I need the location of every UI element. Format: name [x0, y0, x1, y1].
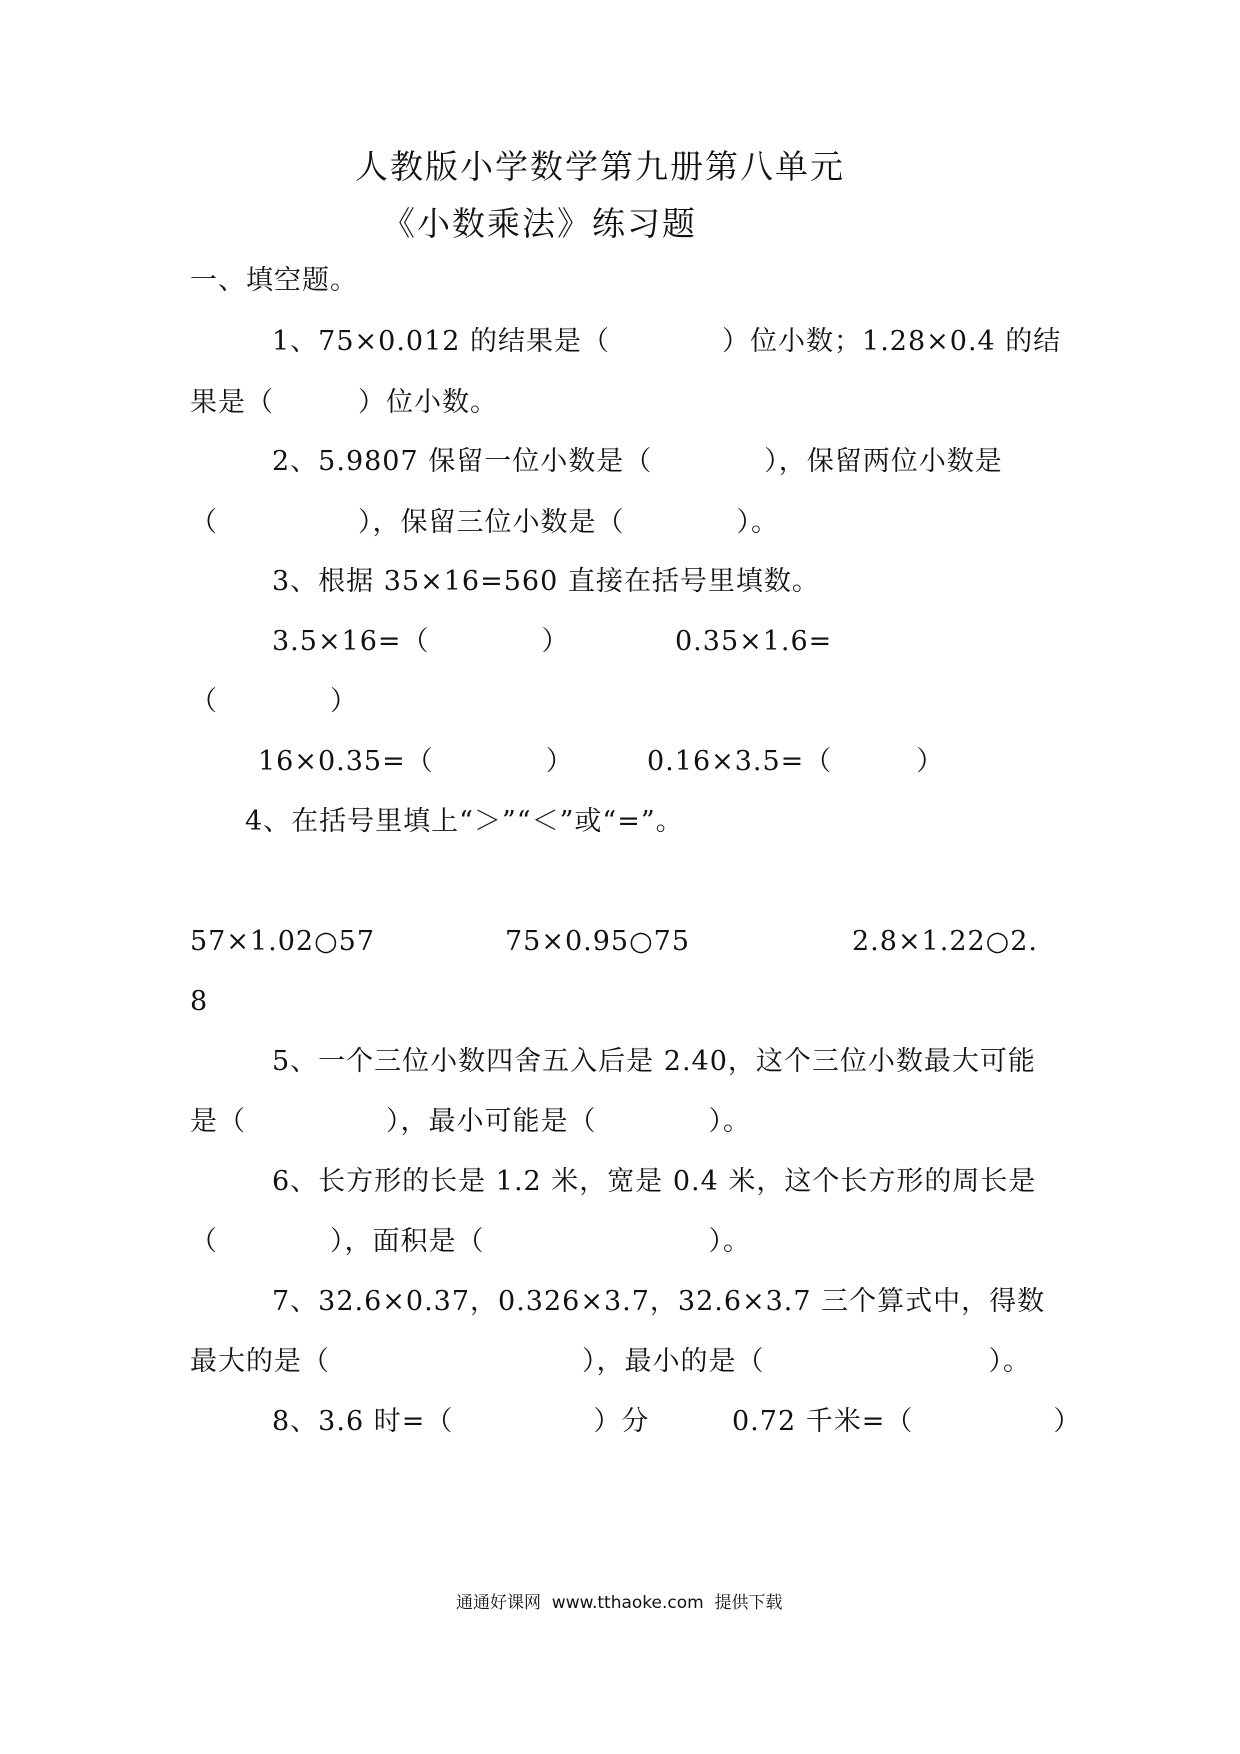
question-2-line-2: （ ），保留三位小数是（ ）。 [190, 507, 779, 538]
question-4-item-c-continued: 8 [190, 986, 209, 1017]
question-6-line-1: 6、长方形的长是 1.2 米，宽是 0.4 米，这个长方形的周长是 [272, 1166, 1037, 1197]
question-3-item-b: 0.35×1.6= [675, 626, 833, 657]
question-5-line-2: 是（ ），最小可能是（ ）。 [190, 1106, 751, 1137]
question-8-item-a: 8、3.6 时=（ ）分 [272, 1406, 650, 1437]
question-3-line-1: 3、根据 35×16=560 直接在括号里填数。 [272, 566, 820, 597]
question-4-item-a: 57×1.02○57 [190, 926, 376, 957]
question-2-line-1: 2、5.9807 保留一位小数是（ ），保留两位小数是 [272, 446, 1003, 477]
question-3-item-c: 16×0.35=（ ） [258, 746, 574, 777]
question-4-item-c: 2.8×1.22○2. [852, 926, 1038, 957]
question-5-line-1: 5、一个三位小数四舍五入后是 2.40，这个三位小数最大可能 [272, 1046, 1036, 1077]
page-subtitle: 《小数乘法》练习题 [382, 204, 697, 243]
question-8-item-b: 0.72 千米=（ ） [732, 1406, 1082, 1437]
question-4-line-1: 4、在括号里填上“＞”“＜”或“=”。 [245, 806, 684, 837]
question-1-line-2: 果是（ ）位小数。 [190, 387, 498, 418]
section-heading: 一、填空题。 [190, 265, 358, 296]
page-title: 人教版小学数学第九册第八单元 [355, 147, 845, 186]
question-3-item-b-continued: （ ） [190, 686, 358, 717]
question-7-line-2: 最大的是（ ），最小的是（ ）。 [190, 1346, 1031, 1377]
question-3-item-a: 3.5×16=（ ） [272, 626, 570, 657]
question-3-item-d: 0.16×3.5=（ ） [647, 746, 945, 777]
question-6-line-2: （ ），面积是（ ）。 [190, 1226, 751, 1257]
question-4-item-b: 75×0.95○75 [505, 926, 691, 957]
question-1-line-1: 1、75×0.012 的结果是（ ）位小数；1.28×0.4 的结 [272, 326, 1062, 357]
page-footer: 通通好课网 www.tthaoke.com 提供下载 [456, 1593, 783, 1613]
question-7-line-1: 7、32.6×0.37，0.326×3.7，32.6×3.7 三个算式中，得数 [272, 1286, 1046, 1317]
